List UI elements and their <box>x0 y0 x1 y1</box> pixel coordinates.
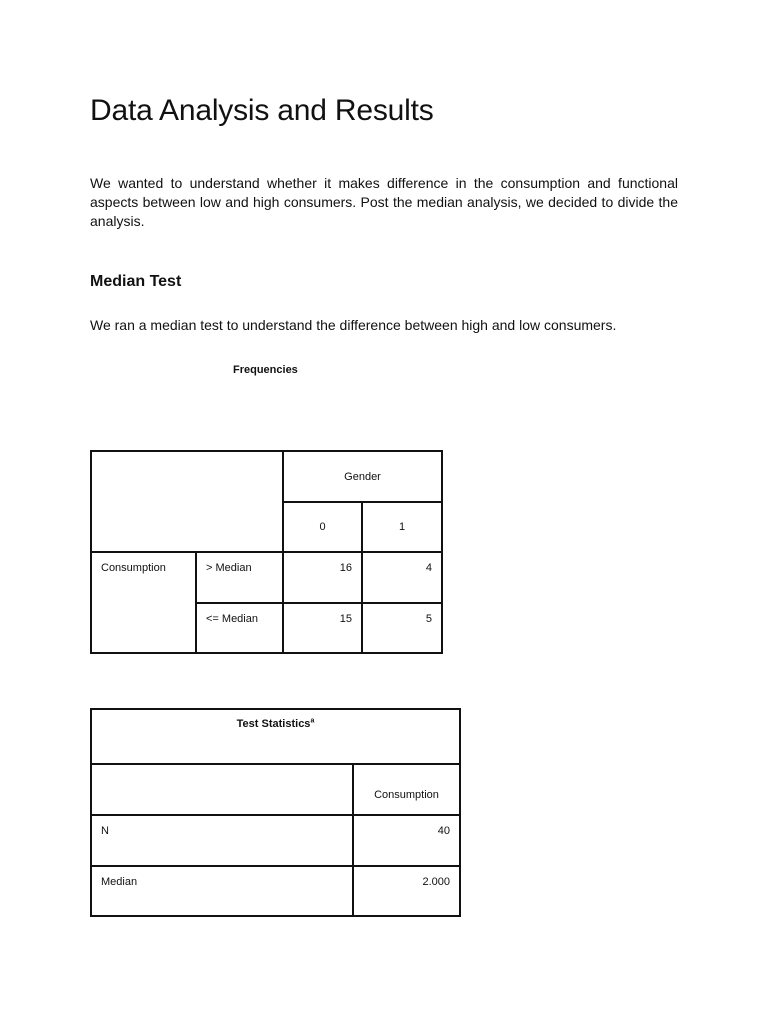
frequency-cell: 16 <box>283 552 362 603</box>
frequencies-caption: Frequencies <box>233 364 298 376</box>
intro-paragraph: We wanted to understand whether it makes difference in the consumption and functional aspects between low and high consumers. Post the median analysis, we decided to divide the analysis. <box>90 175 678 229</box>
frequency-cell: 4 <box>362 552 442 603</box>
row-variable-label: Consumption <box>91 552 196 653</box>
statistic-label: N <box>91 815 353 866</box>
frequency-cell: 15 <box>283 603 362 653</box>
corner-cell <box>91 764 353 815</box>
section-heading: Median Test <box>90 273 182 290</box>
statistic-value: 40 <box>353 815 460 866</box>
table-row <box>91 451 442 502</box>
statistic-label: Median <box>91 866 353 916</box>
page-title: Data Analysis and Results <box>90 94 434 127</box>
consumption-column-header: Consumption <box>353 764 460 815</box>
footnote-marker: a <box>310 717 315 725</box>
frequency-cell: 5 <box>362 603 442 653</box>
frequencies-table <box>90 450 443 654</box>
table-row <box>91 709 460 764</box>
table-row <box>91 764 460 815</box>
table-row <box>91 815 460 866</box>
table-row <box>91 866 460 916</box>
gender-value-header: 0 <box>283 502 362 552</box>
row-category-label: <= Median <box>196 603 283 653</box>
table-row <box>91 552 442 603</box>
gender-header: Gender <box>283 451 442 502</box>
test-statistics-title <box>91 709 460 764</box>
test-statistics-table <box>90 708 461 917</box>
test-statistics-title-text: Test Statistics <box>236 718 311 730</box>
corner-cell <box>91 451 283 552</box>
row-category-label: > Median <box>196 552 283 603</box>
section-paragraph: We ran a median test to understand the difference between high and low consumers. <box>90 317 617 333</box>
gender-value-header: 1 <box>362 502 442 552</box>
statistic-value: 2.000 <box>353 866 460 916</box>
